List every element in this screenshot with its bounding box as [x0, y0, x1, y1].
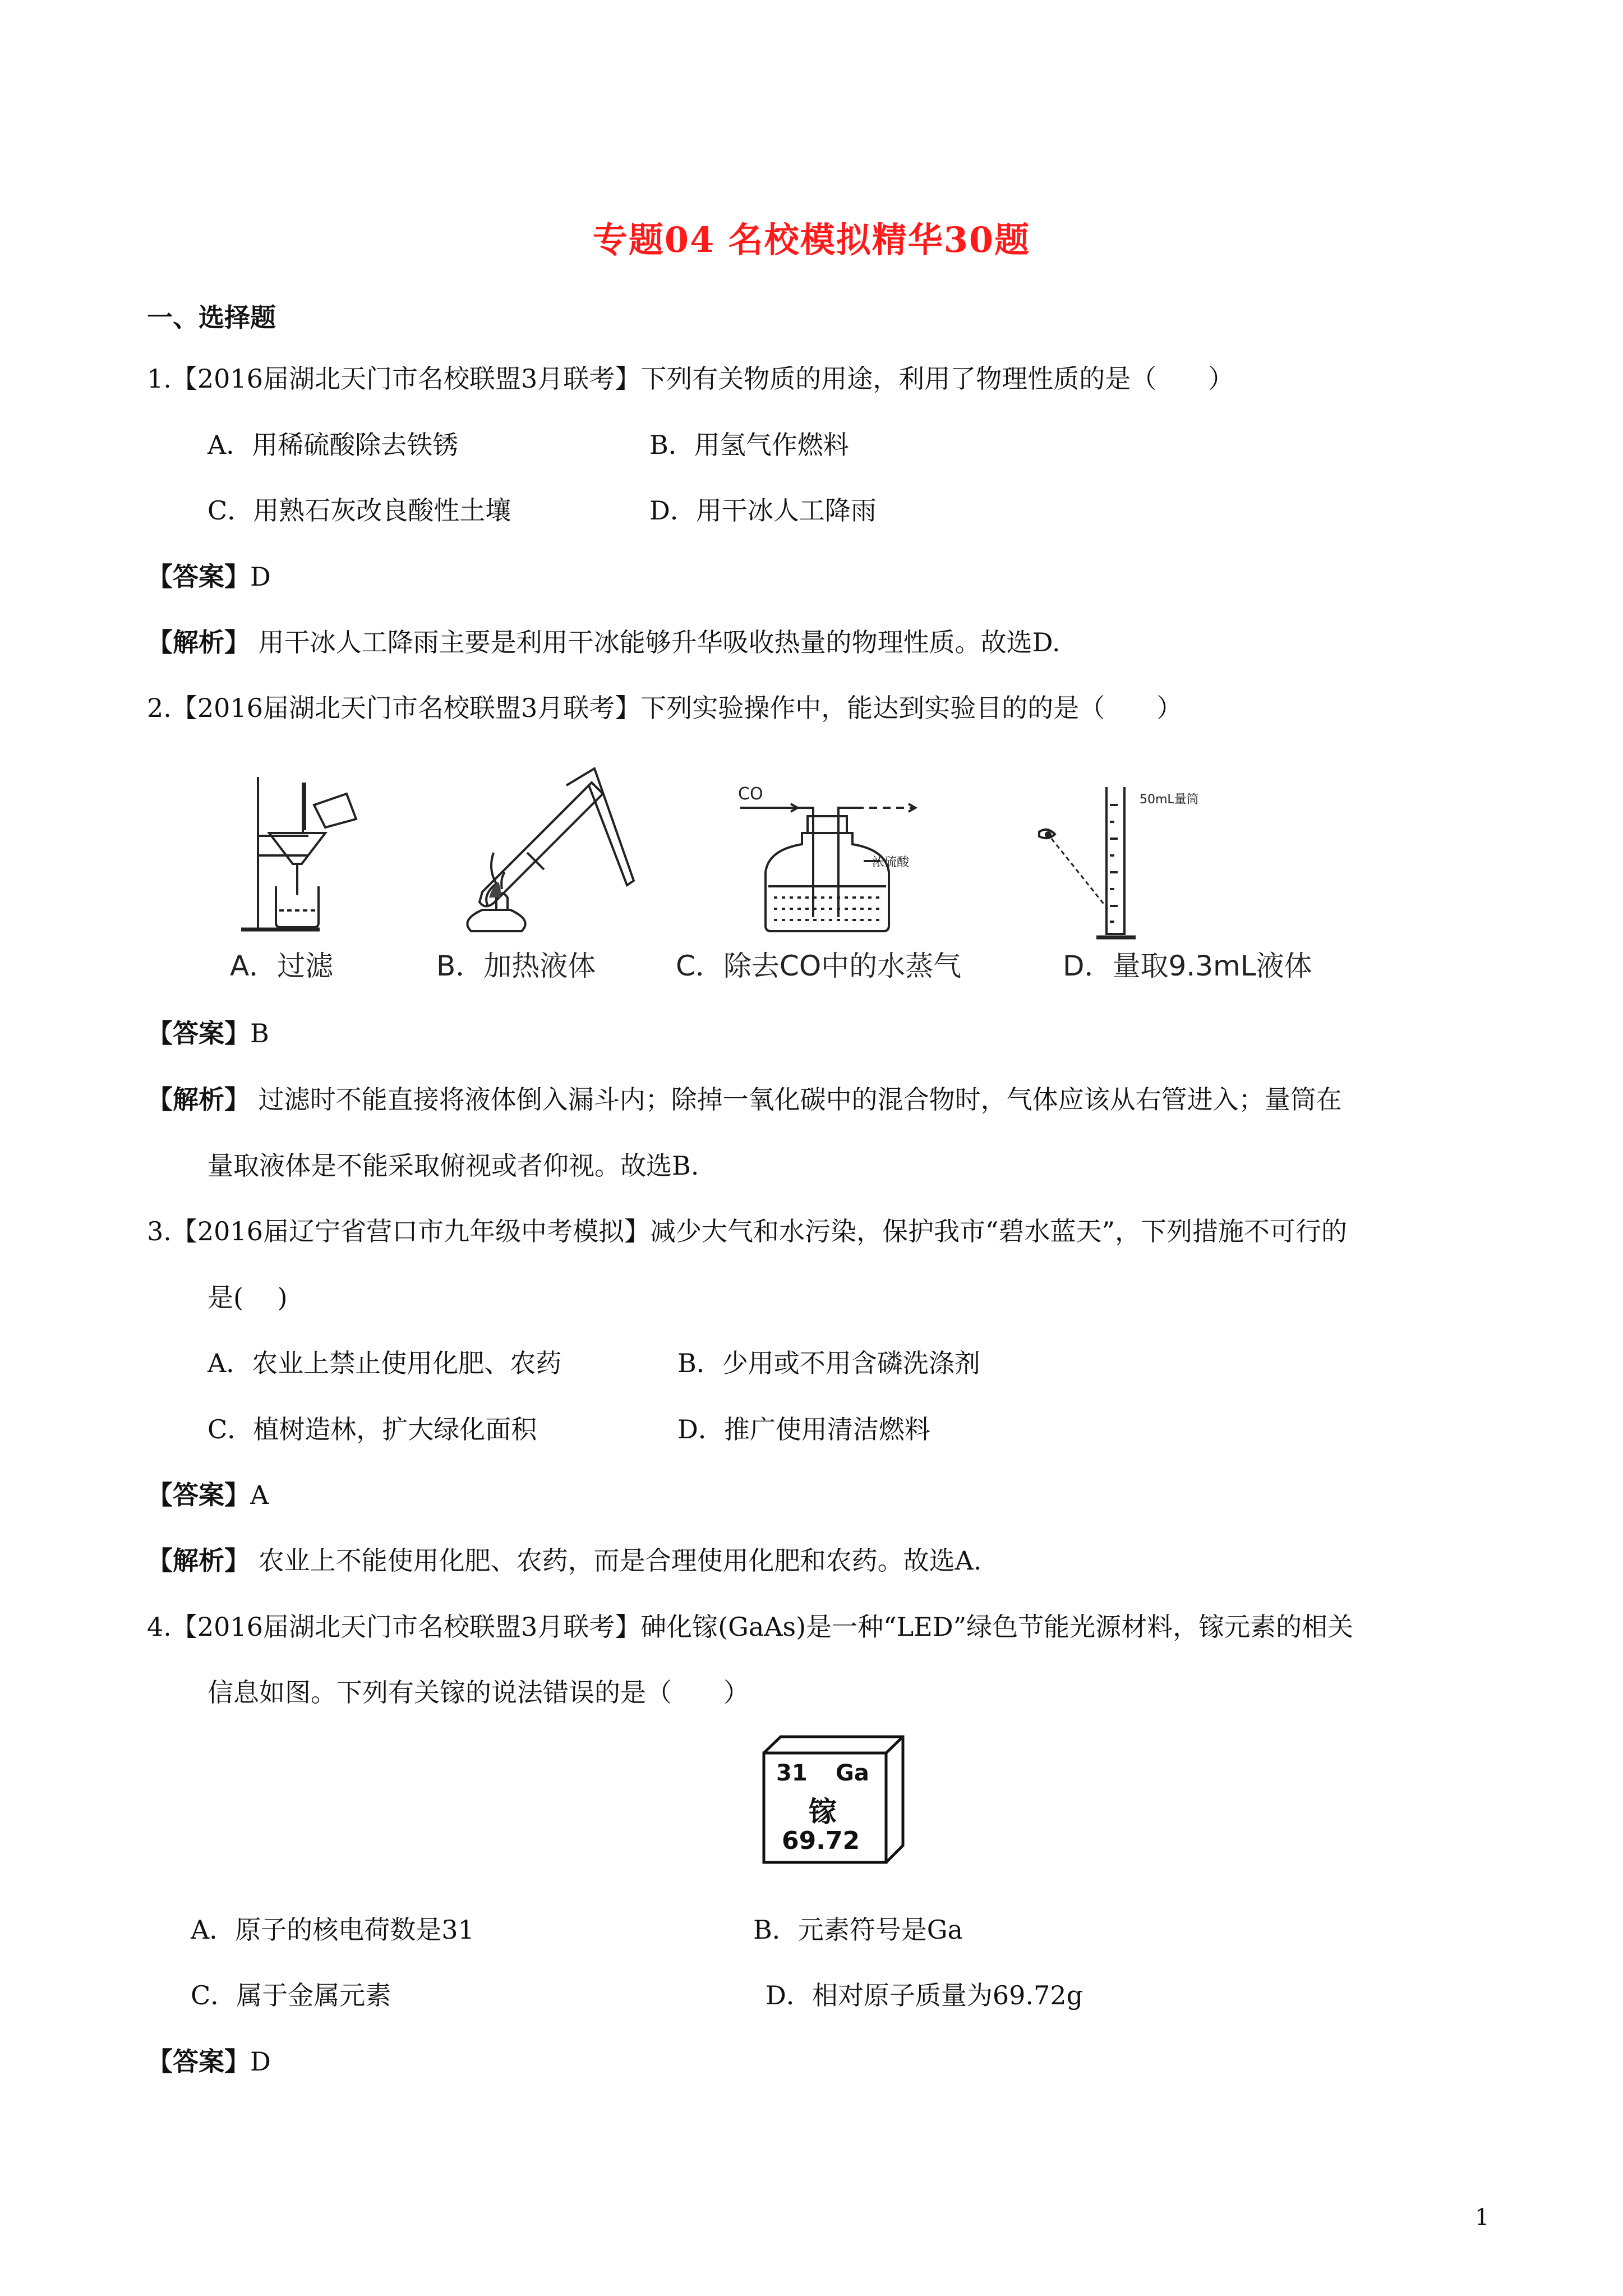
question-2-analysis: [147, 1083, 1342, 1116]
element-name: 镓: [809, 1796, 837, 1828]
figure-caption-c: C．除去CO中的水蒸气: [676, 950, 962, 982]
page-title: 专题04 名校模拟精华30题: [592, 219, 1031, 260]
question-4-option-c: C．属于金属元素: [191, 1980, 391, 2010]
analysis-label: 【解析】: [147, 627, 250, 657]
periodic-table-tile: [758, 1733, 907, 1866]
figure-caption-b: B．加热液体: [436, 950, 596, 982]
bottle-contents-label: 浓硫酸: [872, 855, 910, 869]
answer-label: 【答案】: [147, 2046, 250, 2077]
question-3-option-b: B．少用或不用含磷洗涤剂: [677, 1348, 980, 1378]
question-1-option-d: D．用干冰人工降雨: [649, 495, 877, 526]
question-1-stem: 1.【2016届湖北天门市名校联盟3月联考】下列有关物质的用途，利用了物理性质的是（ ）: [147, 364, 1234, 394]
analysis-label: 【解析】: [147, 1084, 250, 1115]
analysis-label: 【解析】: [147, 1545, 250, 1576]
answer-label: 【答案】: [147, 1480, 250, 1510]
answer-value: D: [250, 2046, 271, 2077]
analysis-text: 过滤时不能直接将液体倒入漏斗内；除掉一氧化碳中的混合物时，气体应该从右管进入；量筒在: [258, 1084, 1342, 1115]
question-2-analysis-continued: 量取液体是不能采取俯视或者仰视。故选B.: [208, 1151, 699, 1181]
heating-liquid-figure: [449, 763, 645, 942]
answer-label: 【答案】: [147, 1018, 250, 1048]
answer-value: A: [250, 1480, 269, 1510]
question-3-option-c: C．植树造林，扩大绿化面积: [208, 1414, 537, 1444]
atomic-mass: 69.72: [782, 1826, 860, 1855]
question-4-answer: [147, 2045, 271, 2078]
question-1-option-c: C．用熟石灰改良酸性土壤: [208, 495, 511, 526]
question-3-analysis: [147, 1544, 981, 1577]
question-3-option-d: D．推广使用清洁燃料: [677, 1414, 930, 1444]
question-3-option-a: A．农业上禁止使用化肥、农药: [208, 1348, 562, 1378]
question-1-analysis: [147, 625, 1061, 659]
section-heading: 一、选择题: [147, 302, 276, 333]
cylinder-label: 50mL量筒: [1140, 793, 1199, 807]
question-2-stem: 2.【2016届湖北天门市名校联盟3月联考】下列实验操作中，能达到实验目的的是（ ）: [147, 693, 1183, 723]
question-4-option-a: A．原子的核电荷数是31: [191, 1915, 474, 1945]
question-4-option-d: D．相对原子质量为69.72g: [766, 1980, 1083, 2010]
answer-value: D: [250, 562, 271, 592]
question-1-option-a: A．用稀硫酸除去铁锈: [208, 430, 459, 460]
graduated-cylinder-figure: [1029, 783, 1175, 951]
question-3-stem-continued: 是( ): [208, 1282, 288, 1313]
analysis-text: 农业上不能使用化肥、农药，而是合理使用化肥和农药。故选A.: [258, 1545, 982, 1576]
page-number: 1: [1475, 2205, 1490, 2230]
gas-inlet-label: CO: [738, 784, 763, 804]
analysis-text: 用干冰人工降雨主要是利用干冰能够升华吸收热量的物理性质。故选D.: [258, 627, 1061, 657]
atomic-number: 31: [776, 1760, 808, 1786]
figure-caption-a: A．过滤: [230, 950, 334, 982]
question-3-answer: [147, 1478, 269, 1512]
element-symbol: Ga: [836, 1760, 869, 1786]
question-4-stem: 4.【2016届湖北天门市名校联盟3月联考】砷化镓(GaAs)是一种“LED”绿色节能光源材料，镓元素的相关: [147, 1612, 1354, 1642]
question-3-stem: 3.【2016届辽宁省营口市九年级中考模拟】减少大气和水污染，保护我市“碧水蓝天”，下列措施不可行的: [147, 1216, 1347, 1246]
question-1-option-b: B．用氢气作燃料: [649, 430, 849, 460]
question-2-answer: [147, 1016, 269, 1050]
question-4-stem-continued: 信息如图。下列有关镓的说法错误的是（ ）: [208, 1677, 749, 1708]
question-4-option-b: B．元素符号是Ga: [753, 1915, 963, 1945]
answer-value: B: [250, 1018, 269, 1048]
figure-caption-d: D．量取9.3mL液体: [1063, 950, 1312, 982]
answer-label: 【答案】: [147, 562, 250, 592]
question-1-answer: [147, 560, 271, 593]
filtration-apparatus-figure: [236, 771, 365, 940]
